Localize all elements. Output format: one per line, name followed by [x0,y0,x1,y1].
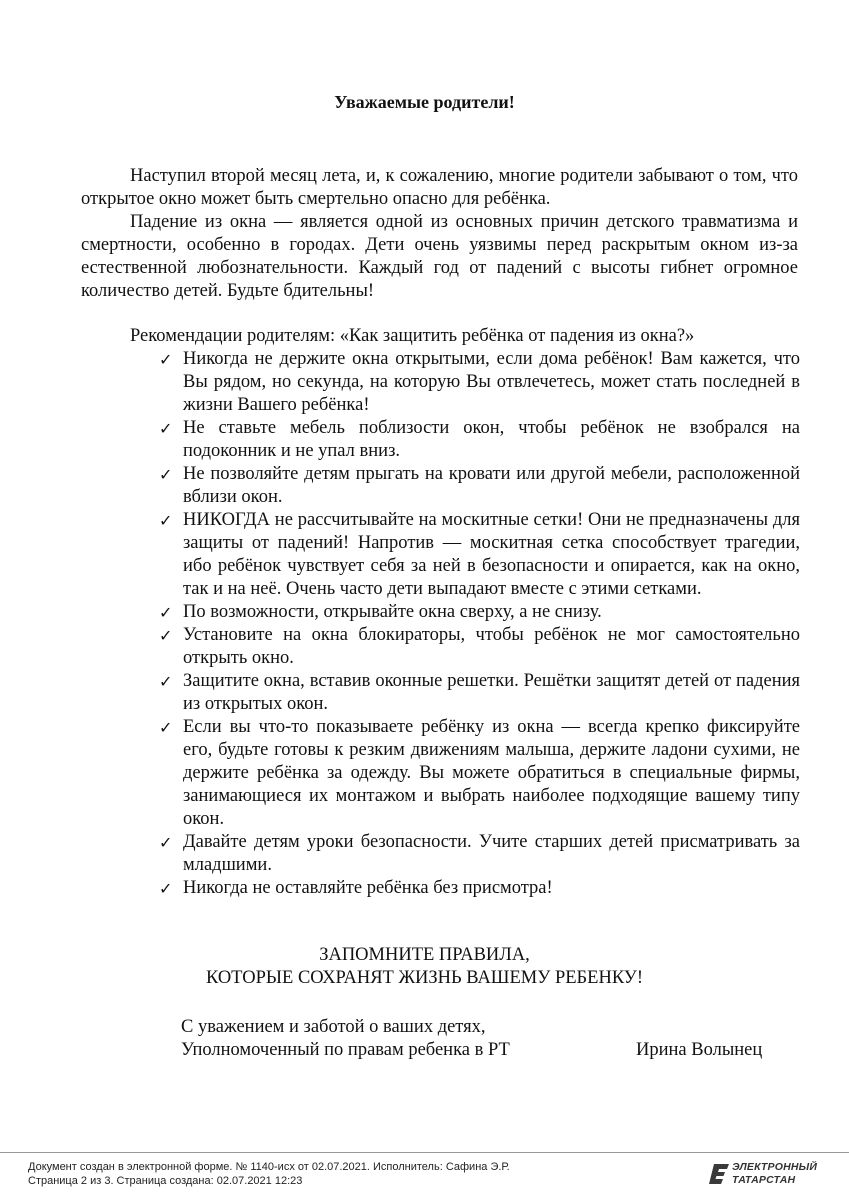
closing-line-2: Уполномоченный по правам ребенка в РТ [181,1040,510,1060]
list-item-text: Не ставьте мебель поблизости окон, чтобы ребёнок не взобрался на подоконник и не упал вниз. [183,418,800,461]
remember-rules-heading [0,944,849,990]
list-item [155,348,800,417]
check-icon: ✓ [159,718,173,737]
list-item-text: НИКОГДА не рассчитывайте на москитные сетки! Они не предназначены для защиты от падений! Напротив — москитная сетка способствует трагедии, ибо ребёнок чувствует себя за ней в безопасности и опирается, как на окно, так и на неё. Очень часто дети выпадают вместе с этими сетками. [183,510,800,599]
recommendations-title: Рекомендации родителям: «Как защитить ребёнка от падения из окна?» [130,326,695,346]
footer-line-1: Документ создан в электронной форме. № 1140-исх от 02.07.2021. Исполнитель: Сафина Э.Р. [28,1161,510,1173]
list-item [155,624,800,670]
logo-line-2: ТАТАРСТАН [732,1174,796,1186]
check-icon: ✓ [159,419,173,438]
check-icon: ✓ [159,350,173,369]
list-item [155,601,800,624]
intro-paragraph: Наступил второй месяц лета, и, к сожалению, многие родители забывают о том, что открытое окно может быть смертельно опасно для ребёнка. [81,166,798,209]
check-icon: ✓ [159,603,173,622]
list-item-text: Если вы что-то показываете ребёнку из окна — всегда крепко фиксируйте его, будьте готовы к резким движениям малыша, держите ладони сухими, не держите ребёнка за одежду. Вы можете обратиться в специальные фирмы, занимающиеся их монтажом и выбрать наиболее подходящие вашему типу окон. [183,717,800,829]
check-icon: ✓ [159,511,173,530]
check-icon: ✓ [159,879,173,898]
electronic-tatarstan-logo [708,1160,823,1190]
recommendations-list [155,348,800,900]
list-item-text: По возможности, открывайте окна сверху, а не снизу. [183,602,602,622]
danger-paragraph: Падение из окна — является одной из основных причин детского травматизма и смертности, особенно в городах. Дети очень уязвимы перед раскрытым окном из-за естественной любознательности. Каждый год от падений с высоты гибнет огромное количество детей. Будьте бдительны! [81,212,798,301]
list-item [155,831,800,877]
list-item [155,417,800,463]
remember-line-2: КОТОРЫЕ СОХРАНЯТ ЖИЗНЬ ВАШЕМУ РЕБЕНКУ! [205,968,644,988]
list-item-text: Защитите окна, вставив оконные решетки. Решётки защитят детей от падения из открытых окон. [183,671,800,714]
footer-info [28,1160,510,1188]
check-icon: ✓ [159,833,173,852]
list-item [155,716,800,831]
list-item-text: Давайте детям уроки безопасности. Учите старших детей присматривать за младшими. [183,832,800,875]
check-icon: ✓ [159,626,173,645]
list-item [155,670,800,716]
list-item [155,509,800,601]
remember-line-1: ЗАПОМНИТЕ ПРАВИЛА, [319,945,530,965]
closing-line-1: С уважением и заботой о ваших детях, [181,1017,486,1037]
logo-text [732,1161,817,1187]
footer-divider [0,1152,849,1153]
check-icon: ✓ [159,672,173,691]
signer-name: Ирина Волынец [636,1040,763,1060]
check-icon: ✓ [159,465,173,484]
logo-line-1: ЭЛЕКТРОННЫЙ [732,1161,818,1173]
list-item [155,463,800,509]
list-item [155,877,800,900]
logo-icon [708,1162,730,1186]
list-item-text: Никогда не оставляйте ребёнка без присмотра! [183,878,553,898]
list-item-text: Никогда не держите окна открытыми, если дома ребёнок! Вам кажется, что Вы рядом, но секунда, на которую Вы отвлечетесь, может стать последней в жизни Вашего ребёнка! [183,349,800,415]
document-title: Уважаемые родители! [334,92,515,112]
list-item-text: Установите на окна блокираторы, чтобы ребёнок не мог самостоятельно открыть окно. [183,625,800,668]
list-item-text: Не позволяйте детям прыгать на кровати или другой мебели, расположенной вблизи окон. [183,464,800,507]
closing-signature [181,1016,510,1062]
footer-line-2: Страница 2 из 3. Страница создана: 02.07.2021 12:23 [28,1175,303,1187]
